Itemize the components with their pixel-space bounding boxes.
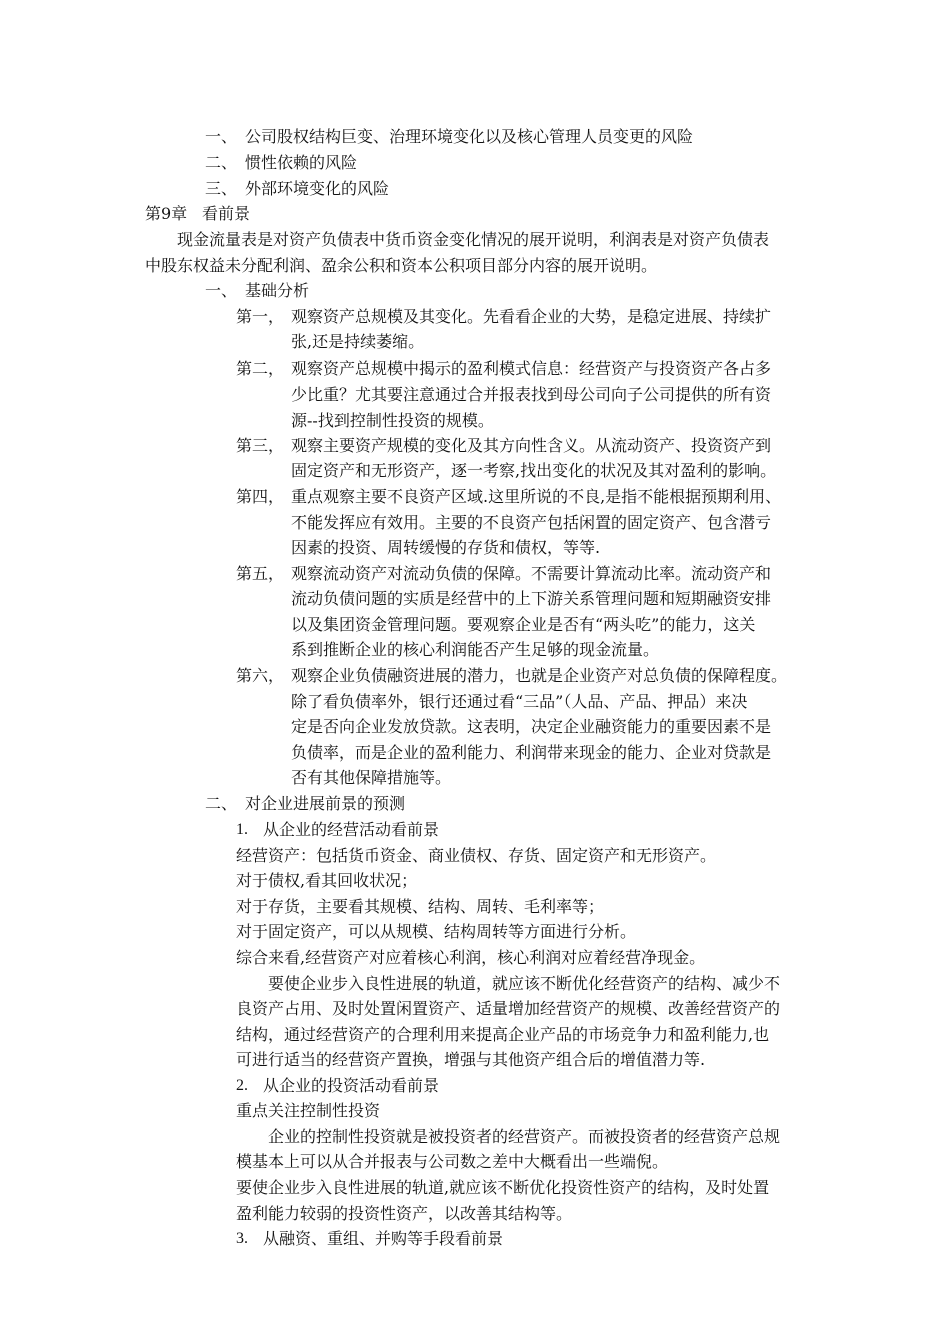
point-line: 观察资产总规模及其变化。先看看企业的大势，是稳定进展、持续扩 xyxy=(291,307,772,326)
paragraph-line: 盈利能力较弱的投资性资产，以改善其结构等。 xyxy=(236,1204,573,1223)
paragraph-line: 良资产占用、及时处置闲置资产、适量增加经营资产的规模、改善经营资产的 xyxy=(236,999,781,1018)
point-line: 不能发挥应有效用。主要的不良资产包括闲置的固定资产、包含潜亏 xyxy=(291,513,772,532)
section-number: 二、 xyxy=(205,794,238,813)
text-line: 对于固定资产，可以从规模、结构周转等方面进行分析。 xyxy=(236,922,637,941)
subsection-heading: 重点关注控制性投资 xyxy=(236,1101,381,1120)
point-label: 第六， xyxy=(236,666,285,685)
list-number: 二、 xyxy=(205,153,238,172)
point-line: 观察主要资产规模的变化及其方向性含义。从流动资产、投资资产到 xyxy=(291,436,772,455)
subsection-number: 1. xyxy=(236,821,248,838)
point-line: 源--找到控制性投资的规模。 xyxy=(291,411,494,430)
subsection-title: 从企业的投资活动看前景 xyxy=(263,1076,440,1095)
list-item-text: 惯性依赖的风险 xyxy=(245,153,358,172)
subsection-title: 从融资、重组、并购等手段看前景 xyxy=(263,1229,504,1248)
point-line: 重点观察主要不良资产区域.这里所说的不良,是指不能根据预期利用、 xyxy=(291,487,782,506)
text-line: 对于债权,看其回收状况； xyxy=(236,871,418,890)
paragraph-line: 中股东权益未分配利润、盈余公积和资本公积项目部分内容的展开说明。 xyxy=(145,256,658,275)
point-line: 除了看负债率外，银行还通过看“三品”（人品、产品、押品）来决 xyxy=(291,692,748,711)
paragraph-line: 可进行适当的经营资产置换，增强与其他资产组合后的增值潜力等. xyxy=(236,1050,706,1069)
section-title: 基础分析 xyxy=(245,281,310,300)
list-number: 三、 xyxy=(205,179,238,198)
list-item-text: 公司股权结构巨变、治理环境变化以及核心管理人员变更的风险 xyxy=(245,127,694,146)
subsection-number: 3. xyxy=(236,1230,248,1247)
point-line: 观察企业负债融资进展的潜力，也就是企业资产对总负债的保障程度。 xyxy=(291,666,788,685)
text-line: 综合来看,经营资产对应着核心利润，核心利润对应着经营净现金。 xyxy=(236,948,706,967)
section-number: 一、 xyxy=(205,281,238,300)
point-line: 以及集团资金管理问题。要观察企业是否有“两头吃”的能力，这关 xyxy=(291,615,756,634)
point-line: 张,还是持续萎缩。 xyxy=(291,332,425,351)
point-label: 第五， xyxy=(236,564,285,583)
paragraph-line: 要使企业步入良性进展的轨道，就应该不断优化经营资产的结构、减少不 xyxy=(268,974,781,993)
point-label: 第一， xyxy=(236,307,285,326)
section-title: 对企业进展前景的预测 xyxy=(245,794,406,813)
paragraph-line: 模基本上可以从合并报表与公司数之差中大概看出一些端倪。 xyxy=(236,1152,669,1171)
subsection-title: 从企业的经营活动看前景 xyxy=(263,820,440,839)
point-line: 系到推断企业的核心利润能否产生足够的现金流量。 xyxy=(291,640,660,659)
chapter-number: 第9章 xyxy=(145,204,188,223)
point-label: 第三， xyxy=(236,436,285,455)
point-line: 负债率，而是企业的盈利能力、利润带来现金的能力、企业对贷款是 xyxy=(291,743,772,762)
text-line: 对于存货，主要看其规模、结构、周转、毛利率等； xyxy=(236,897,605,916)
point-line: 定是否向企业发放贷款。这表明，决定企业融资能力的重要因素不是 xyxy=(291,717,772,736)
list-item-text: 外部环境变化的风险 xyxy=(245,179,390,198)
point-line: 观察资产总规模中揭示的盈利模式信息：经营资产与投资资产各占多 xyxy=(291,359,772,378)
paragraph-line: 要使企业步入良性进展的轨道,就应该不断优化投资性资产的结构，及时处置 xyxy=(236,1178,770,1197)
paragraph-line: 结构，通过经营资产的合理利用来提高企业产品的市场竞争力和盈利能力,也 xyxy=(236,1025,770,1044)
point-line: 流动负债问题的实质是经营中的上下游关系管理问题和短期融资安排 xyxy=(291,589,772,608)
point-line: 少比重？尤其要注意通过合并报表找到母公司向子公司提供的所有资 xyxy=(291,385,772,404)
list-number: 一、 xyxy=(205,127,238,146)
point-label: 第四， xyxy=(236,487,285,506)
paragraph-line: 现金流量表是对资产负债表中货币资金变化情况的展开说明，利润表是对资产负债表 xyxy=(177,230,770,249)
point-label: 第二， xyxy=(236,359,285,378)
chapter-title: 看前景 xyxy=(202,204,251,223)
paragraph-line: 企业的控制性投资就是被投资者的经营资产。而被投资者的经营资产总规 xyxy=(268,1127,781,1146)
point-line: 固定资产和无形资产，逐一考察,找出变化的状况及其对盈利的影响。 xyxy=(291,461,777,480)
point-line: 观察流动资产对流动负债的保障。不需要计算流动比率。流动资产和 xyxy=(291,564,772,583)
subsection-number: 2. xyxy=(236,1077,248,1094)
text-line: 经营资产：包括货币资金、商业债权、存货、固定资产和无形资产。 xyxy=(236,846,717,865)
point-line: 因素的投资、周转缓慢的存货和债权，等等. xyxy=(291,538,601,557)
point-line: 否有其他保障措施等。 xyxy=(291,768,452,787)
